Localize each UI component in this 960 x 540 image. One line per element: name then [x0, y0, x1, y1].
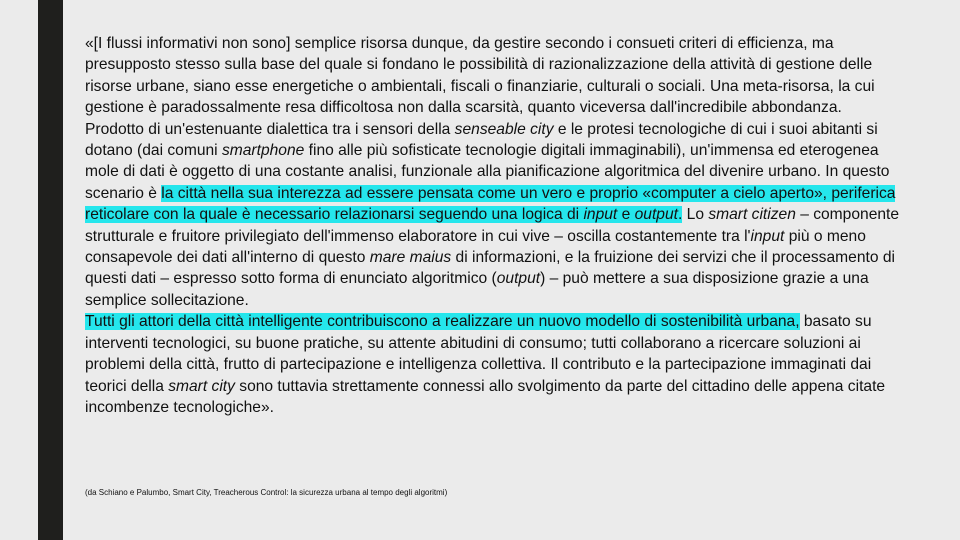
emphasis-smart-city: smart city: [168, 377, 235, 395]
emphasis-output: output: [496, 270, 541, 288]
highlight-text: la città nella sua interezza ad essere pensata come un vero e proprio «computer a cielo aperto», periferica reticolare con la quale è necessario relazionarsi seguendo una logica di: [85, 184, 896, 224]
text-segment: ) – può mettere a sua disposizione grazie a una semplice sollecitazione.: [85, 270, 869, 309]
highlight-text: e: [617, 206, 635, 224]
quote-passage: [85, 33, 905, 418]
highlight-text: .: [677, 206, 683, 224]
emphasis-smart-citizen: smart citizen: [708, 206, 796, 224]
emphasis-output: output: [634, 206, 678, 224]
text-segment: più o meno consapevole dei dati all'interno di questo: [85, 227, 866, 267]
text-segment: di informazioni, e la fruizione dei servizi che il processamento di questi dati – espresso sotto forma di enunciato algoritmico (: [85, 249, 895, 288]
highlight-sostenibilita-urbana: Tutti gli attori della città intelligente contribuiscono a realizzare un nuovo modello di sostenibilità urbana,: [85, 313, 800, 331]
text-segment: basato su interventi tecnologici, su buone pratiche, su attente abitudini di consumo; tutti collaborano a ricercare soluzioni ai problemi della città, frutto di partecipazione e intelligenza collettiva. Il contributo e la partecipazione immaginati dai teorici della: [85, 313, 872, 395]
text-segment: fino alle più sofisticate tecnologie digitali immaginabili), un'immensa ed eterogenea mole di dati è oggetto di una costante analisi, funzionale alla pianificazione algoritmica del divenire urbano. In questo scenario è: [85, 142, 890, 202]
text-segment: – componente strutturale e fruitore privilegiato dell'immenso elaboratore in cui vive – oscilla costantemente tra l': [85, 206, 900, 245]
source-citation: (da Schiano e Palumbo, Smart City, Treacherous Control: la sicurezza urbana al tempo degli algoritmi): [85, 488, 448, 497]
emphasis-smartphone: smartphone: [221, 142, 305, 160]
text-segment: e le protesi tecnologiche di cui i suoi abitanti si dotano (dai comuni: [85, 120, 878, 160]
emphasis-mare-maius: mare maius: [369, 249, 452, 267]
text-segment: sono tuttavia strettamente connessi allo svolgimento da parte del cittadino delle appena citate incombenze tecnologiche».: [85, 377, 886, 416]
emphasis-input: input: [583, 206, 618, 224]
emphasis-input: input: [750, 227, 785, 245]
emphasis-senseable-city: senseable city: [454, 120, 554, 138]
left-accent-bar: [38, 0, 63, 540]
text-segment: «[I flussi informativi non sono] semplice risorsa dunque, da gestire secondo i consueti criteri di efficienza, ma presupposto stesso sulla base del quale si fondano le possibilità di razionalizzazione della attività di gestione delle risorse urbane, siano esse energetiche o ambientali, fiscali o finanziarie, culturali o sociali. Una meta-risorsa, la cui gestione è paradossalmente resa difficoltosa non dalla scarsità, quanto viceversa dall'incredibile abbondanza. Prodotto di un'estenuante dialettica tra i sensori della: [85, 35, 875, 138]
text-segment: Lo: [682, 206, 709, 224]
